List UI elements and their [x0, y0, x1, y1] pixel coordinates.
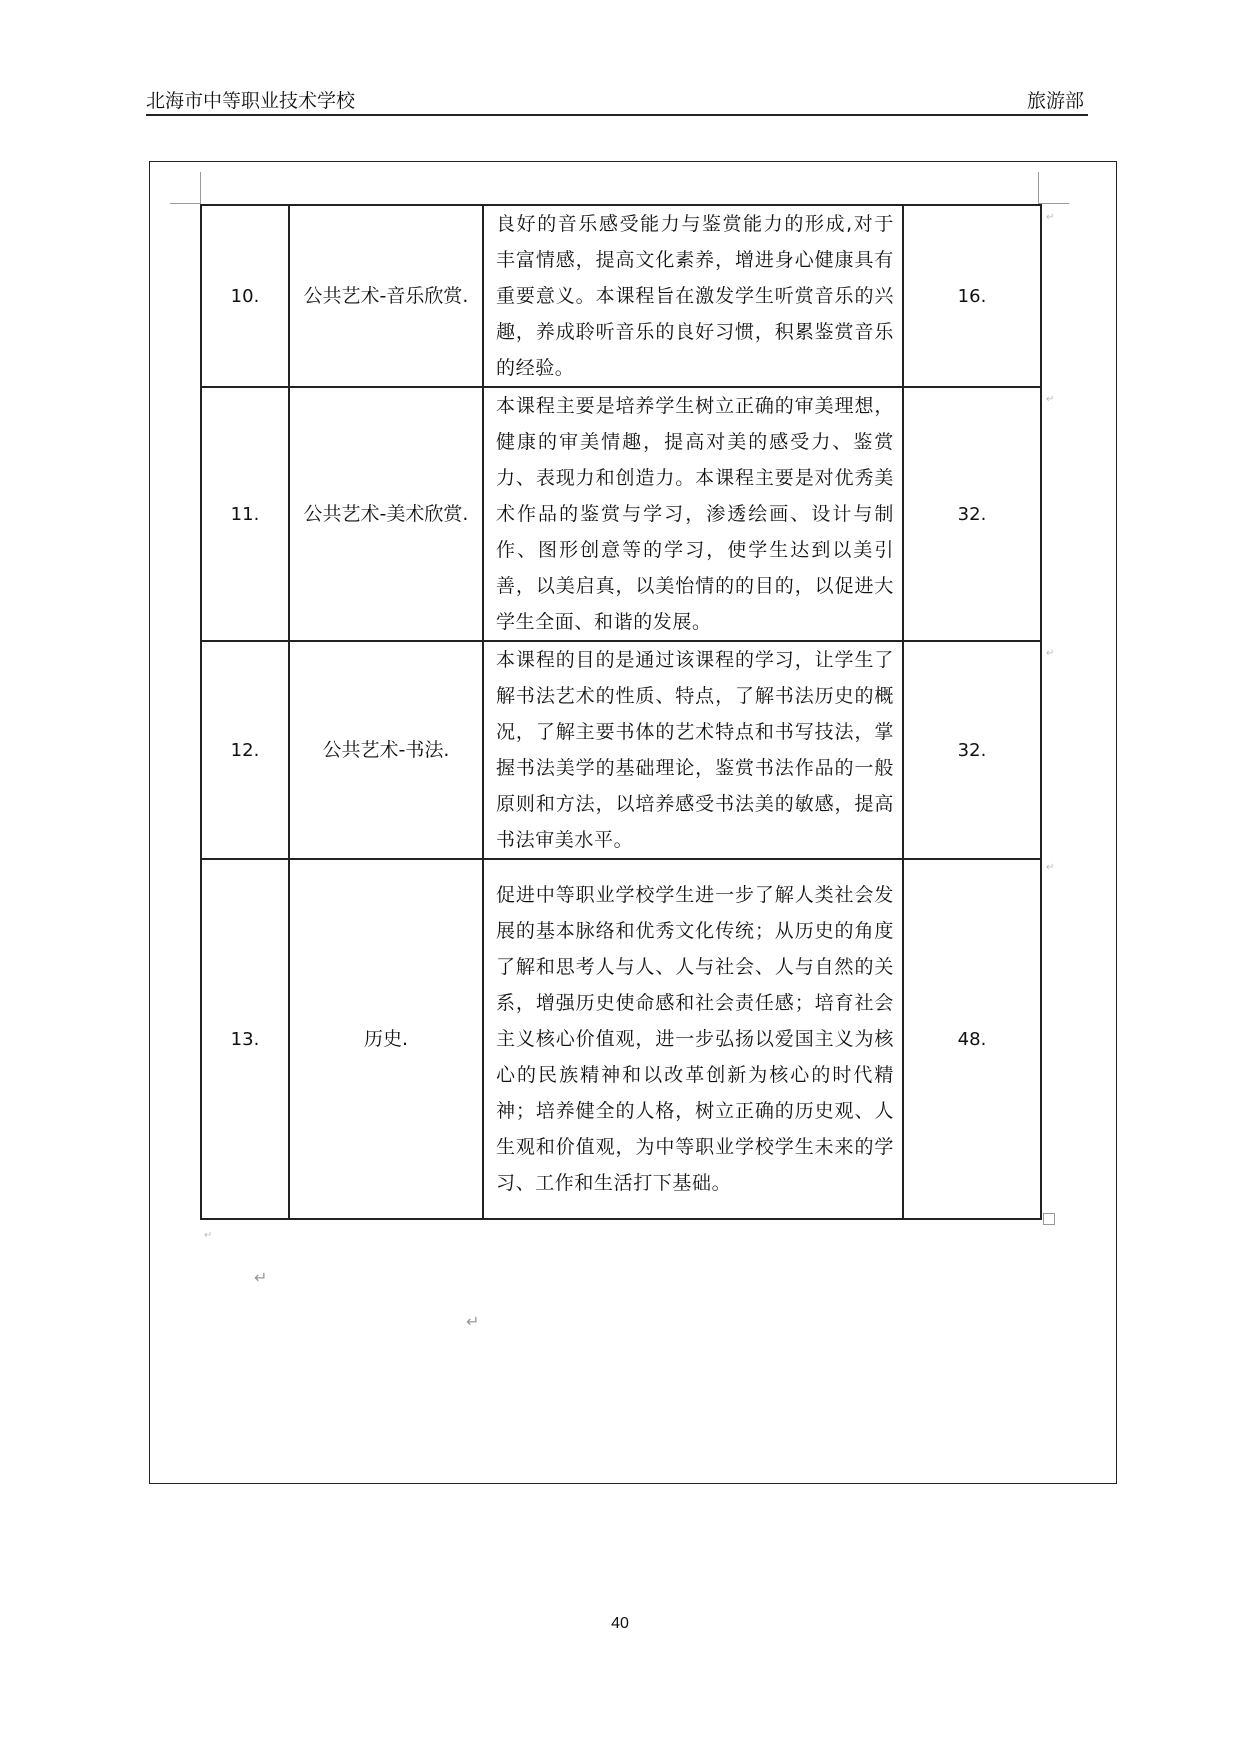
- course-name: 公共艺术-书法.: [289, 641, 483, 859]
- course-number: 13.: [201, 859, 289, 1219]
- course-name: 公共艺术-美术欣赏.: [289, 387, 483, 641]
- course-name: 历史.: [289, 859, 483, 1219]
- paragraph-mark-icon: ↵: [466, 1312, 480, 1331]
- course-description: 促进中等职业学校学生进一步了解人类社会发展的基本脉络和优秀文化传统；从历史的角度了解和思考人与人、人与社会、人与自然的关系，增强历史使命感和社会责任感；培育社会主义核心价值观，进一步弘扬以爱国主义为核心的民族精神和以改革创新为核心的时代精神；培养健全的人格，树立正确的历史观、人生观和价值观，为中等职业学校学生未来的学习、工作和生活打下基础。: [483, 859, 903, 1219]
- table-row: [201, 859, 1041, 1219]
- course-description: 本课程主要是培养学生树立正确的审美理想，健康的审美情趣，提高对美的感受力、鉴赏力、表现力和创造力。本课程主要是对优秀美术作品的鉴赏与学习，渗透绘画、设计与制作、图形创意等的学习，使学生达到以美引善，以美启真，以美怡情的的目的，以促进大学生全面、和谐的发展。: [483, 387, 903, 641]
- table-resize-handle[interactable]: [1043, 1213, 1055, 1225]
- crop-mark: [200, 172, 201, 204]
- table-row: [201, 641, 1041, 859]
- table-row: [201, 205, 1041, 387]
- row-end-mark: ↵: [1046, 862, 1055, 873]
- course-number: 10.: [201, 205, 289, 387]
- row-end-mark: ↵: [1046, 212, 1055, 223]
- course-number: 11.: [201, 387, 289, 641]
- page-number: 40: [611, 1615, 629, 1632]
- table-row: [201, 387, 1041, 641]
- course-hours: 32.: [903, 641, 1041, 859]
- course-hours: 16.: [903, 205, 1041, 387]
- page-header: [146, 86, 1088, 116]
- crop-mark: [1039, 203, 1069, 204]
- header-department: 旅游部: [1026, 90, 1084, 112]
- course-hours: 32.: [903, 387, 1041, 641]
- course-hours: 48.: [903, 859, 1041, 1219]
- crop-mark: [1038, 172, 1039, 204]
- course-table: [200, 204, 1042, 1220]
- course-description: 良好的音乐感受能力与鉴赏能力的形成,对于丰富情感，提高文化素养，增进身心健康具有重要意义。本课程旨在激发学生听赏音乐的兴趣，养成聆听音乐的良好习惯，积累鉴赏音乐的经验。: [483, 205, 903, 387]
- course-number: 12.: [201, 641, 289, 859]
- row-end-mark: ↵: [1046, 394, 1055, 405]
- paragraph-mark-icon: ↵: [254, 1268, 268, 1287]
- header-school-name: 北海市中等职业技术学校: [146, 90, 356, 112]
- course-name: 公共艺术-音乐欣赏.: [289, 205, 483, 387]
- course-description: 本课程的目的是通过该课程的学习，让学生了解书法艺术的性质、特点，了解书法历史的概况，了解主要书体的艺术特点和书写技法，掌握书法美学的基础理论，鉴赏书法作品的一般原则和方法，以培养感受书法美的敏感，提高书法审美水平。: [483, 641, 903, 859]
- crop-mark: [170, 203, 200, 204]
- paragraph-mark-icon: ↵: [204, 1230, 213, 1241]
- row-end-mark: ↵: [1046, 648, 1055, 659]
